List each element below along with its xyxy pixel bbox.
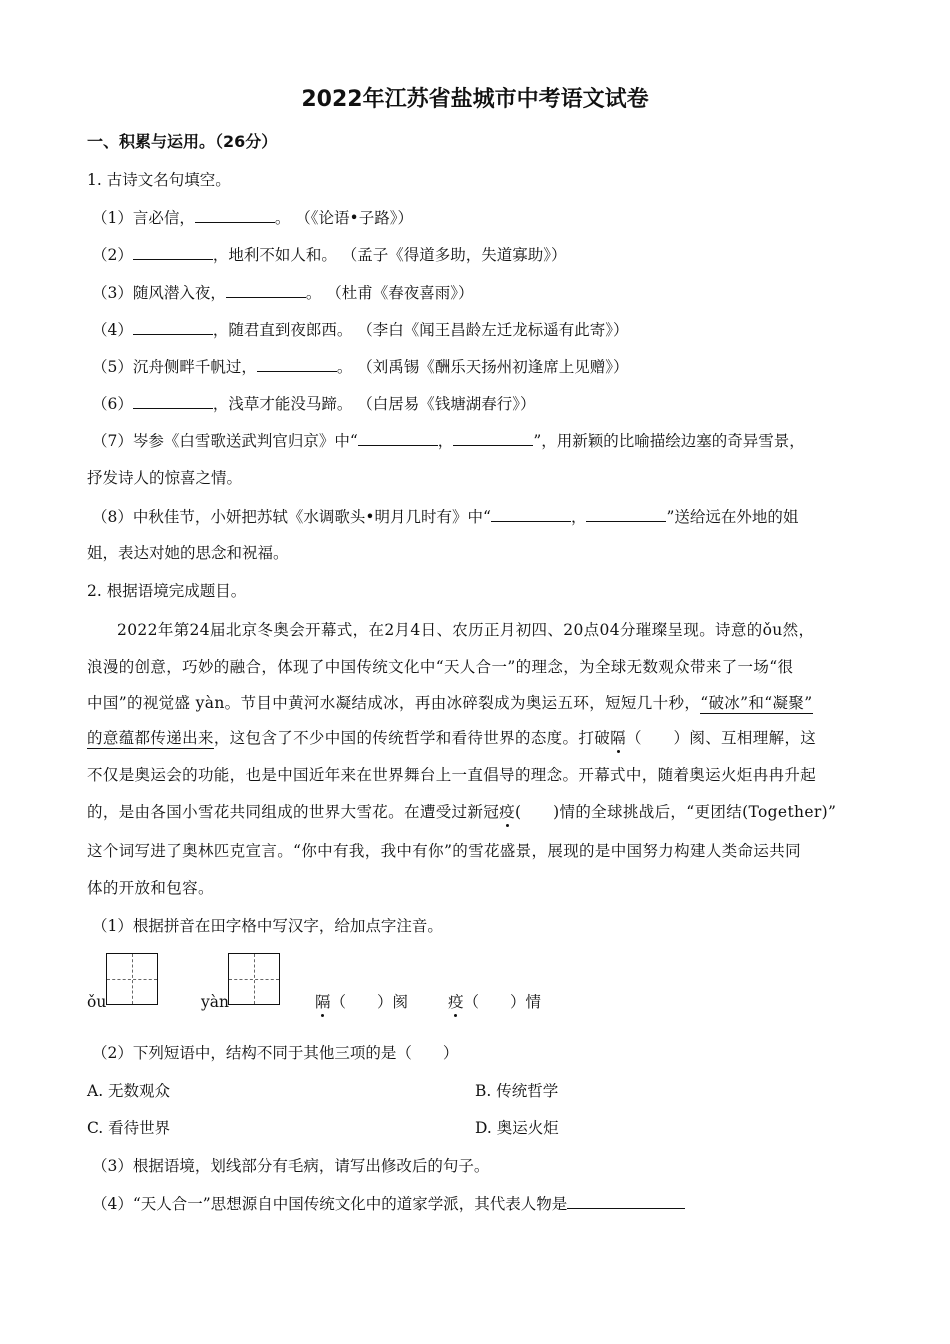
passage-line-7: 这个词写进了奥林匹克宣言。“你中有我，我中有你”的雪花盛景，展现的是中国努力构建人类命运共同 <box>87 842 801 860</box>
question-1-item-8: （8）中秋佳节，小妍把苏轼《水调歌头•明月几时有》中“ ， ”送给远在外地的姐 <box>92 508 799 526</box>
answer-blank[interactable] <box>453 430 533 446</box>
tianzige-box-2[interactable] <box>228 953 280 1005</box>
question-1-item-7-cont: 抒发诗人的惊喜之情。 <box>87 469 243 487</box>
subquestion-1: （1）根据拼音在田字格中写汉字，给加点字注音。 <box>92 917 443 935</box>
passage-line-4: 的意蕴都传递出来，这包含了不少中国的传统哲学和看待世界的态度。打破隔（ ）阂、互相理解，这 <box>87 729 817 747</box>
option-c[interactable]: C. 看待世界 <box>87 1119 171 1137</box>
answer-blank[interactable] <box>133 319 213 335</box>
dotted-char: 疫 <box>499 803 515 821</box>
answer-blank[interactable] <box>195 207 275 223</box>
answer-blank[interactable] <box>586 506 666 522</box>
underlined-phrase: “破冰”和“凝聚” <box>700 694 813 712</box>
answer-blank[interactable] <box>567 1193 685 1209</box>
question-1-head: 1. 古诗文名句填空。 <box>87 171 231 189</box>
answer-blank[interactable] <box>226 282 306 298</box>
annotate-item-1: 隔（ ）阂 <box>315 993 409 1011</box>
question-1-item-1: （1）言必信， 。 （《论语•子路》） <box>92 209 413 227</box>
option-b[interactable]: B. 传统哲学 <box>475 1082 559 1100</box>
question-1-item-2: （2） ，地利不如人和。 （孟子《得道多助，失道寡助》） <box>92 246 567 264</box>
question-1-item-8-cont: 姐，表达对她的思念和祝福。 <box>87 544 289 562</box>
question-1-item-4: （4） ，随君直到夜郎西。 （李白《闻王昌龄左迁龙标遥有此寄》） <box>92 321 629 339</box>
passage-line-3: 中国”的视觉盛 yàn。节目中黄河水凝结成冰，再由冰碎裂成为奥运五环，短短几十秒，“破冰”和“凝聚” <box>87 694 813 712</box>
question-1-item-5: （5）沉舟侧畔千帆过， 。 （刘禹锡《酬乐天扬州初逢席上见赠》） <box>92 358 629 376</box>
answer-blank[interactable] <box>491 506 571 522</box>
passage-line-8: 体的开放和包容。 <box>87 879 214 897</box>
passage-line-2: 浪漫的创意，巧妙的融合，体现了中国传统文化中“天人合一”的理念，为全球无数观众带来了一场“很 <box>87 658 794 676</box>
page-title: 2022年江苏省盐城市中考语文试卷 <box>301 87 649 112</box>
pinyin-label-ou: ǒu <box>87 993 107 1011</box>
question-1-item-3: （3）随风潜入夜， 。 （杜甫《春夜喜雨》） <box>92 284 474 302</box>
subquestion-2: （2）下列短语中，结构不同于其他三项的是（ ） <box>92 1044 459 1062</box>
answer-blank[interactable] <box>358 430 438 446</box>
dotted-char: 隔 <box>610 729 626 747</box>
answer-blank[interactable] <box>133 244 213 260</box>
option-d[interactable]: D. 奥运火炬 <box>475 1119 559 1137</box>
question-1-item-7: （7）岑参《白雪歌送武判官归京》中“ ， ”，用新颖的比喻描绘边塞的奇异雪景， <box>92 432 805 450</box>
question-1-item-6: （6） ，浅草才能没马蹄。 （白居易《钱塘湖春行》） <box>92 395 536 413</box>
option-a[interactable]: A. 无数观众 <box>87 1082 171 1100</box>
answer-blank[interactable] <box>257 356 337 372</box>
section-heading: 一、积累与运用。（26分） <box>87 132 278 151</box>
subquestion-4: （4）“天人合一”思想源自中国传统文化中的道家学派，其代表人物是 <box>0 1193 950 1214</box>
question-2-head: 2. 根据语境完成题目。 <box>87 582 247 600</box>
annotate-item-2: 疫（ ）情 <box>448 993 542 1011</box>
pinyin-label-yan: yàn <box>201 993 229 1011</box>
answer-blank[interactable] <box>133 393 213 409</box>
underlined-phrase: 的意蕴都传递出来 <box>87 729 214 747</box>
passage-line-5: 不仅是奥运会的功能，也是中国近年来在世界舞台上一直倡导的理念。开幕式中，随着奥运火炬冉冉升起 <box>87 766 817 784</box>
passage-line-6: 的，是由各国小雪花共同组成的世界大雪花。在遭受过新冠疫( )情的全球挑战后，“更团结(Together)” <box>87 803 837 821</box>
tianzige-box-1[interactable] <box>106 953 158 1005</box>
subquestion-3: （3）根据语境，划线部分有毛病，请写出修改后的句子。 <box>92 1157 490 1175</box>
passage-line-1: 2022年第24届北京冬奥会开幕式，在2月4日、农历正月初四、20点04分璀璨呈现。诗意的ǒu然， <box>117 621 815 639</box>
